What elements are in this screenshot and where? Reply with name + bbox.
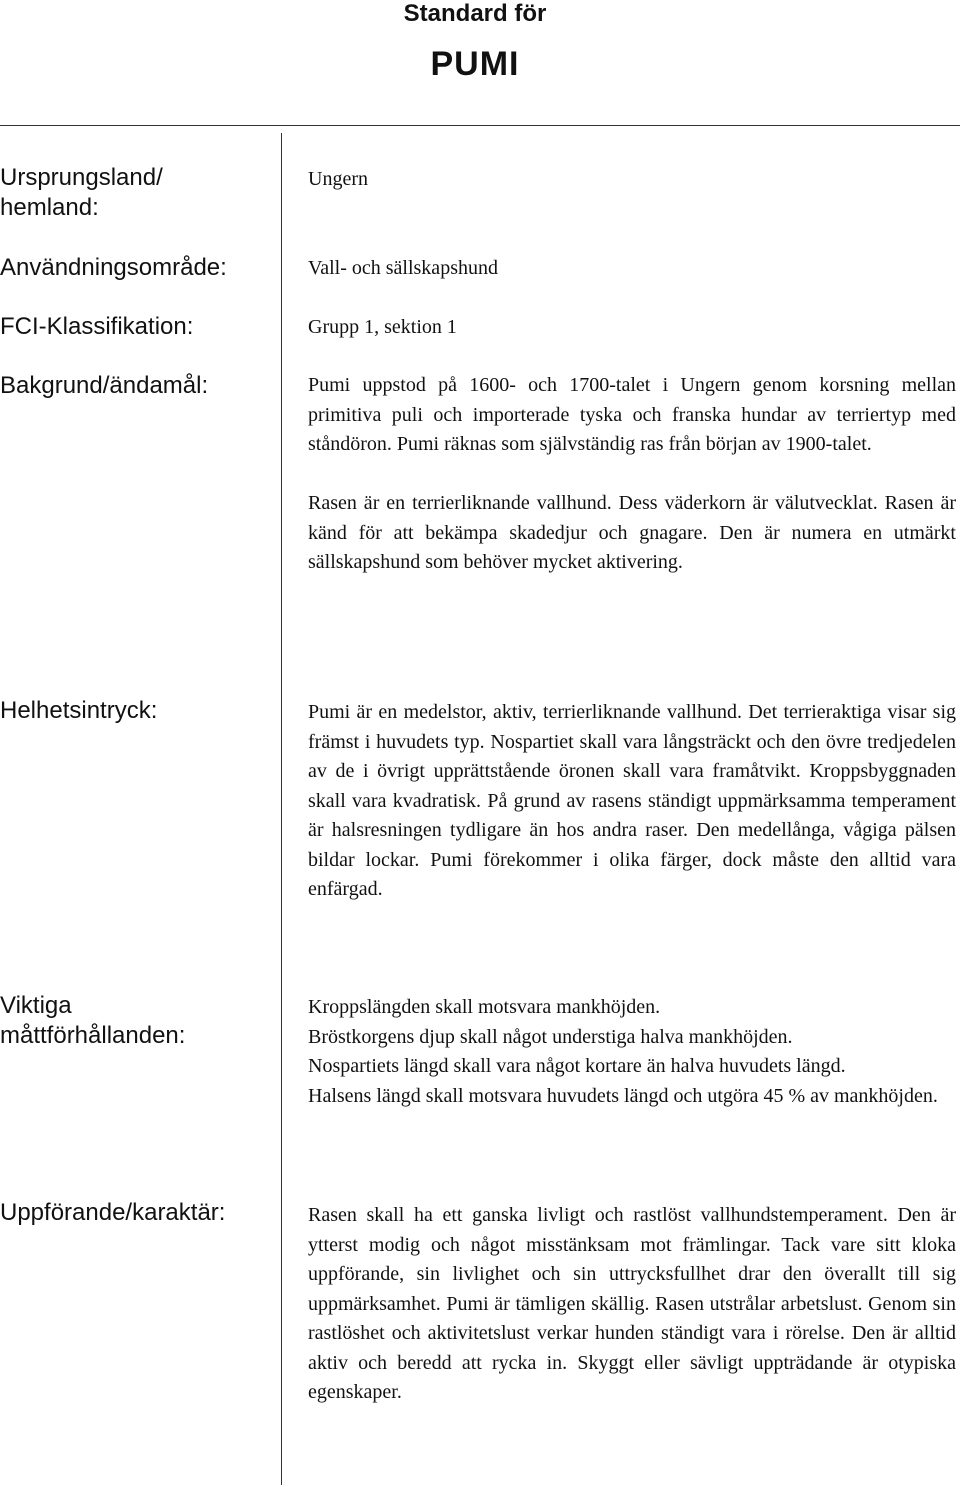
temperament-label: Uppförande/karaktär: xyxy=(0,1199,226,1226)
temperament-text: Rasen skall ha ett ganska livligt och rastlöst vallhundstemperament. Den är ytterst modig och något misstänksam mot främlingar. Tack vare sitt kloka uppförande, sin livlighet och sin uttrycksfullhet drar den överallt till sig uppmärksamhet. Pumi är tämligen skällig. Rasen utstrålar arbetslust. Genom sin rastlöshet och aktivitetslust verkar hunden ständigt vara i rörelse. Den är alltid aktiv och beredd att rycka in. Skyggt eller sävligt uppträdande är otypiska egenskaper. xyxy=(308,1204,956,1403)
page-title: PUMI xyxy=(430,45,520,83)
origin-text: Ungern xyxy=(308,168,368,190)
page-subtitle: Standard för xyxy=(403,0,547,27)
general-text: Pumi är en medelstor, aktiv, terrierliknande vallhund. Det terrieraktiga visar sig främst i huvudets typ. Nospartiet skall vara långsträckt och den övre tredjedelen av de i övrigt upprättstående öronen skall vara framåtvikt. Kroppsbyggnaden skall vara kvadratisk. På grund av rasens ständigt uppmärksamma temperament är halsresningen tydligare än hos andra raser. Den medellånga, vågiga pälsen bildar lockar. Pumi förekommer i olika färger, dock måste den alltid vara enfärgad. xyxy=(308,701,956,900)
proportions-line-3: Nospartiets längd skall vara något kortare än halva huvudets längd. xyxy=(308,1055,846,1077)
background-paragraph-1: Pumi uppstod på 1600- och 1700-talet i Ungern genom korsning mellan primitiva puli och importerade tyska och franska hundar av terriertyp med ståndöron. Pumi räknas som självständig ras från början av 1900-talet. xyxy=(308,374,956,455)
usage-label: Användningsområde: xyxy=(0,254,227,281)
proportions-line-1: Kroppslängden skall motsvara mankhöjden. xyxy=(308,996,661,1018)
usage-text: Vall- och sällskapshund xyxy=(308,257,498,279)
general-label: Helhetsintryck: xyxy=(0,697,158,724)
proportions-line-4: Halsens längd skall motsvara huvudets längd och utgöra 45 % av mankhöjden. xyxy=(308,1084,938,1107)
background-text xyxy=(308,371,956,578)
proportions-text xyxy=(308,993,956,1111)
origin-label-line1: Ursprungsland/ xyxy=(0,164,163,191)
origin-label-line2: hemland: xyxy=(0,194,99,221)
background-paragraph-2: Rasen är en terrierliknande vallhund. Dess väderkorn är välutvecklat. Rasen är känd för att bekämpa skadedjur och gnagare. Den är numera en utmärkt sällskapshund som behöver mycket aktivering. xyxy=(308,492,956,573)
column-divider xyxy=(281,133,282,1485)
proportions-label-line2: måttförhållanden: xyxy=(0,1022,186,1049)
fci-text: Grupp 1, sektion 1 xyxy=(308,316,457,338)
proportions-line-2: Bröstkorgens djup skall något understiga halva mankhöjden. xyxy=(308,1025,793,1048)
origin-label xyxy=(0,163,275,223)
proportions-label-line1: Viktiga xyxy=(0,992,72,1019)
fci-label: FCI-Klassifikation: xyxy=(0,313,194,340)
header-divider xyxy=(0,125,960,126)
proportions-label xyxy=(0,991,275,1051)
background-label: Bakgrund/ändamål: xyxy=(0,372,209,399)
